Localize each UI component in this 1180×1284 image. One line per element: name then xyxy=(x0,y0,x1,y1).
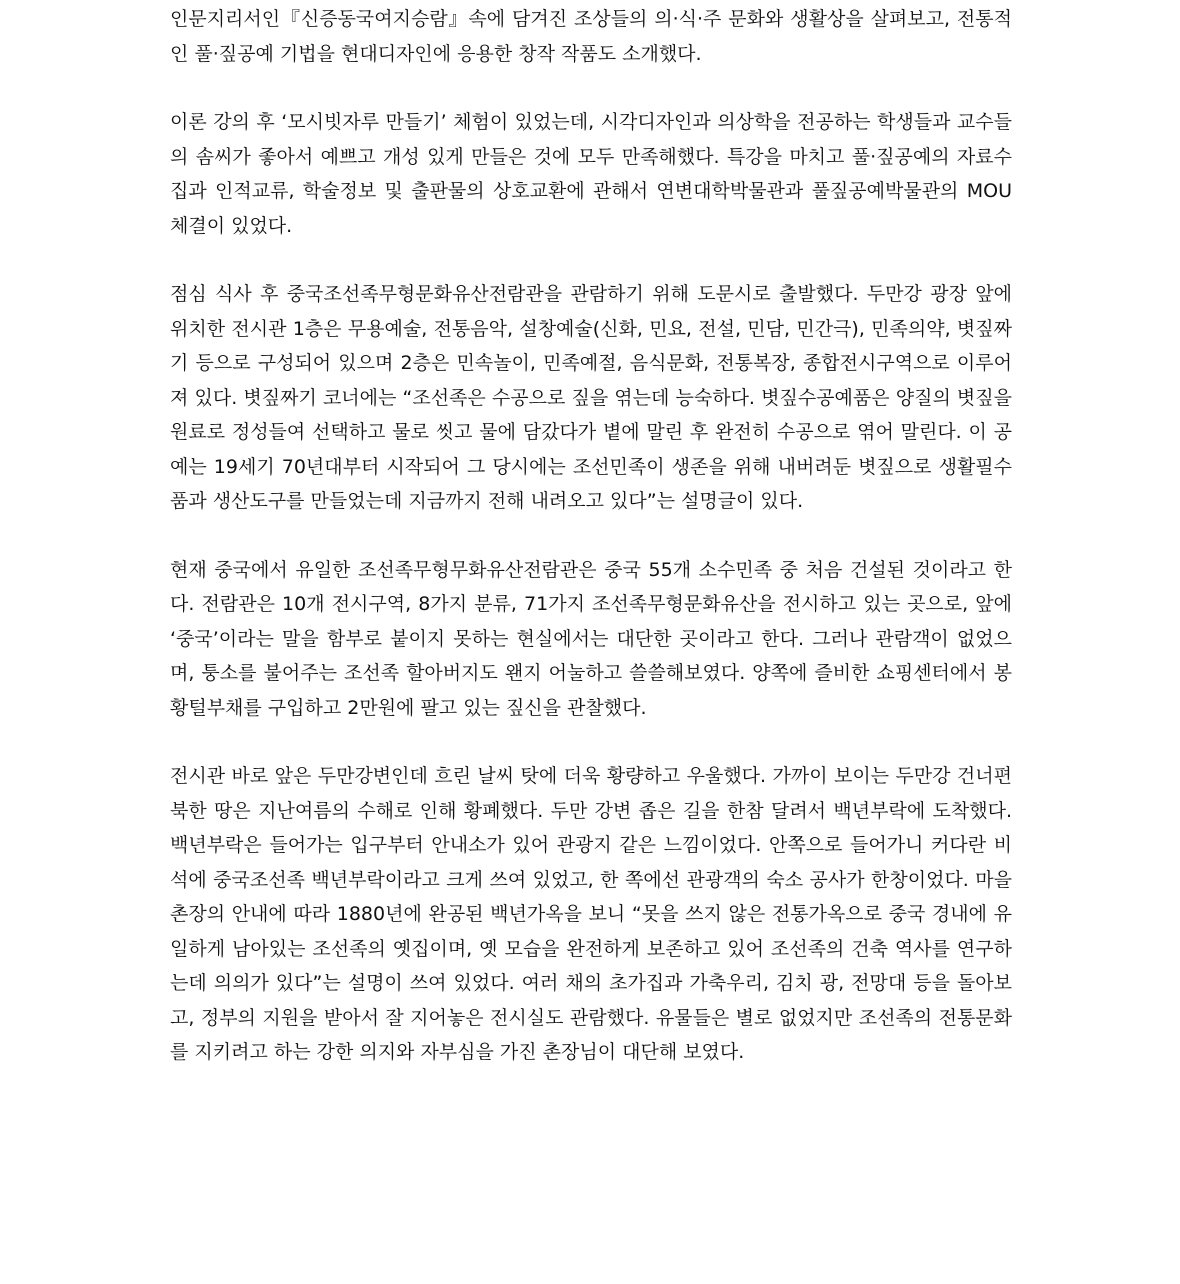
paragraph: 전시관 바로 앞은 두만강변인데 흐린 날씨 탓에 더욱 황량하고 우울했다. 가까이 보이는 두만강 건너편 북한 땅은 지난여름의 수해로 인해 황폐했다. 두만 강변 좁은 길을 한참 달려서 백년부락에 도착했다. 백년부락은 들어가는 입구부터 안내소가 있어 관광지 같은 느낌이었다. 안쪽으로 들어가니 커다란 비석에 중국조선족 백년부락이라고 크게 쓰여 있었고, 한 쪽에선 관광객의 숙소 공사가 한창이었다. 마을 촌장의 안내에 따라 1880년에 완공된 백년가옥을 보니 “못을 쓰지 않은 전통가옥으로 중국 경내에 유일하게 남아있는 조선족의 옛집이며, 옛 모습을 완전하게 보존하고 있어 조선족의 건축 역사를 연구하는데 의의가 있다”는 설명이 쓰여 있었다. 여러 채의 초가집과 가축우리, 김치 광, 전망대 등을 돌아보고, 정부의 지원을 받아서 잘 지어놓은 전시실도 관람했다. 유물들은 별로 없었지만 조선족의 전통문화를 지키려고 하는 강한 의지와 자부심을 가진 촌장님이 대단해 보였다. xyxy=(170,765,1012,1063)
paragraph: 점심 식사 후 중국조선족무형문화유산전람관을 관람하기 위해 도문시로 출발했다. 두만강 광장 앞에 위치한 전시관 1층은 무용예술, 전통음악, 설창예술(신화, 민요, 전설, 민담, 민간극), 민족의약, 볏짚짜기 등으로 구성되어 있으며 2층은 민속놀이, 민족예절, 음식문화, 전통복장, 종합전시구역으로 이루어져 있다. 볏짚짜기 코너에는 “조선족은 수공으로 짚을 엮는데 능숙하다. 볏짚수공예품은 양질의 볏짚을 원료로 정성들여 선택하고 물로 씻고 물에 담갔다가 볕에 말린 후 완전히 수공으로 엮어 말린다. 이 공예는 19세기 70년대부터 시작되어 그 당시에는 조선민족이 생존을 위해 내버려둔 볏짚으로 생활필수품과 생산도구를 만들었는데 지금까지 전해 내려오고 있다”는 설명글이 있다. xyxy=(170,283,1012,512)
paragraph: 현재 중국에서 유일한 조선족무형무화유산전람관은 중국 55개 소수민족 중 처음 건설된 것이라고 한다. 전람관은 10개 전시구역, 8가지 분류, 71가지 조선족무형문화유산을 전시하고 있는 곳으로, 앞에 ‘중국’이라는 말을 함부로 붙이지 못하는 현실에서는 대단한 곳이라고 한다. 그러나 관람객이 없었으며, 퉁소를 불어주는 조선족 할아버지도 왠지 어눌하고 쓸쓸해보였다. 양쪽에 즐비한 쇼핑센터에서 봉황털부채를 구입하고 2만원에 팔고 있는 짚신을 관찰했다. xyxy=(170,558,1012,719)
paragraph: 이론 강의 후 ‘모시빗자루 만들기’ 체험이 있었는데, 시각디자인과 의상학을 전공하는 학생들과 교수들의 솜씨가 좋아서 예쁘고 개성 있게 만들은 것에 모두 만족해했다. 특강을 마치고 풀·짚공예의 자료수집과 인적교류, 학술정보 및 출판물의 상호교환에 관해서 연변대학박물관과 풀짚공예박물관의 MOU 체결이 있었다. xyxy=(170,111,1012,237)
paragraph: 인문지리서인『신증동국여지승람』속에 담겨진 조상들의 의·식·주 문화와 생활상을 살펴보고, 전통적인 풀·짚공예 기법을 현대디자인에 응용한 창작 작품도 소개했다. xyxy=(170,8,1012,65)
document-body xyxy=(170,2,1012,1070)
